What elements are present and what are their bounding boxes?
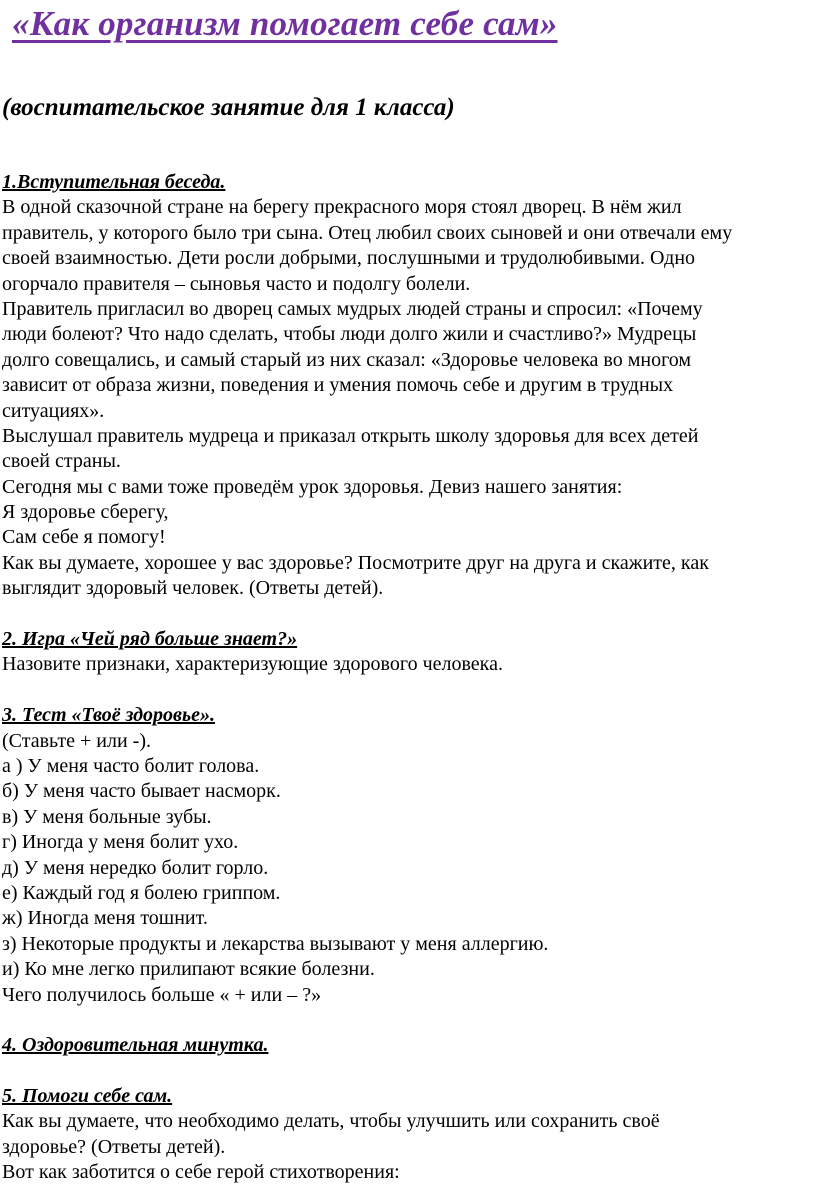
paragraph-line: Как вы думаете, хорошее у вас здоровье? Посмотрите друг на друга и скажите, как (2, 551, 709, 574)
paragraph-line: Сегодня мы с вами тоже проведём урок здоровья. Девиз нашего занятия: (2, 475, 623, 498)
motto-line: Сам себе я помогу! (2, 526, 166, 549)
page-title: «Как организм помогает себе сам» (12, 4, 558, 43)
document-body (2, 170, 816, 1186)
section-2-heading: 2. Игра «Чей ряд больше знает?» (2, 628, 298, 651)
paragraph-line: Вот как заботится о себе герой стихотворения: (2, 1161, 400, 1184)
paragraph-line: ситуациях». (2, 399, 105, 422)
test-item: б) У меня часто бывает насморк. (2, 780, 281, 803)
section-1-heading: 1.Вступительная беседа. (2, 171, 226, 193)
paragraph-line: зависит от образа жизни, поведения и умения помочь себе и другим в трудных (2, 374, 674, 397)
test-item: в) У меня больные зубы. (2, 805, 212, 828)
page-subtitle: (воспитательское занятие для 1 класса) (2, 94, 455, 121)
paragraph-line: Выслушал правитель мудреца и приказал открыть школу здоровья для всех детей (2, 424, 699, 447)
paragraph-line: Назовите признаки, характеризующие здорового человека. (2, 653, 503, 676)
paragraph-line: Как вы думаете, что необходимо делать, чтобы улучшить или сохранить своё (2, 1110, 660, 1133)
spacer (2, 1059, 816, 1084)
test-item: е) Каждый год я болею гриппом. (2, 881, 281, 904)
section-4-heading: 4. Оздоровительная минутка. (2, 1034, 269, 1057)
test-item: з) Некоторые продукты и лекарства вызывают у меня аллергию. (2, 932, 549, 955)
paragraph-line: люди болеют? Что надо сделать, чтобы люди долго жили и счастливо?» Мудрецы (2, 323, 697, 346)
test-item: и) Ко мне легко прилипают всякие болезни. (2, 958, 375, 981)
paragraph-line: здоровье? (Ответы детей). (2, 1135, 226, 1158)
paragraph-line: выглядит здоровый человек. (Ответы детей). (2, 577, 384, 600)
test-instruction: (Ставьте + или -). (2, 729, 152, 752)
section-5-heading: 5. Помоги себе сам. (2, 1085, 173, 1108)
spacer (2, 1008, 816, 1033)
paragraph-line: В одной сказочной стране на берегу прекрасного моря стоял дворец. В нём жил (2, 196, 682, 219)
test-item: а ) У меня часто болит голова. (2, 754, 260, 777)
section-3-heading: 3. Тест «Твоё здоровье». (2, 704, 215, 727)
motto-line: Я здоровье сберегу, (2, 501, 169, 524)
test-question: Чего получилось больше « + или – ?» (2, 983, 322, 1006)
test-item: г) Иногда у меня болит ухо. (2, 831, 239, 854)
test-item: ж) Иногда меня тошнит. (2, 907, 208, 930)
test-item: д) У меня нередко болит горло. (2, 856, 269, 879)
paragraph-line: долго совещались, и самый старый из них сказал: «Здоровье человека во многом (2, 348, 692, 371)
paragraph-line: своей страны. (2, 450, 121, 473)
paragraph-line: Правитель пригласил во дворец самых мудрых людей страны и спросил: «Почему (2, 297, 703, 320)
paragraph-line: огорчало правителя – сыновья часто и подолгу болели. (2, 272, 471, 295)
paragraph-line: правитель, у которого было три сына. Отец любил своих сыновей и они отвечали ему (2, 221, 733, 244)
spacer (2, 678, 816, 703)
paragraph-line: своей взаимностью. Дети росли добрыми, послушными и трудолюбивыми. Одно (2, 247, 696, 270)
spacer (2, 602, 816, 627)
